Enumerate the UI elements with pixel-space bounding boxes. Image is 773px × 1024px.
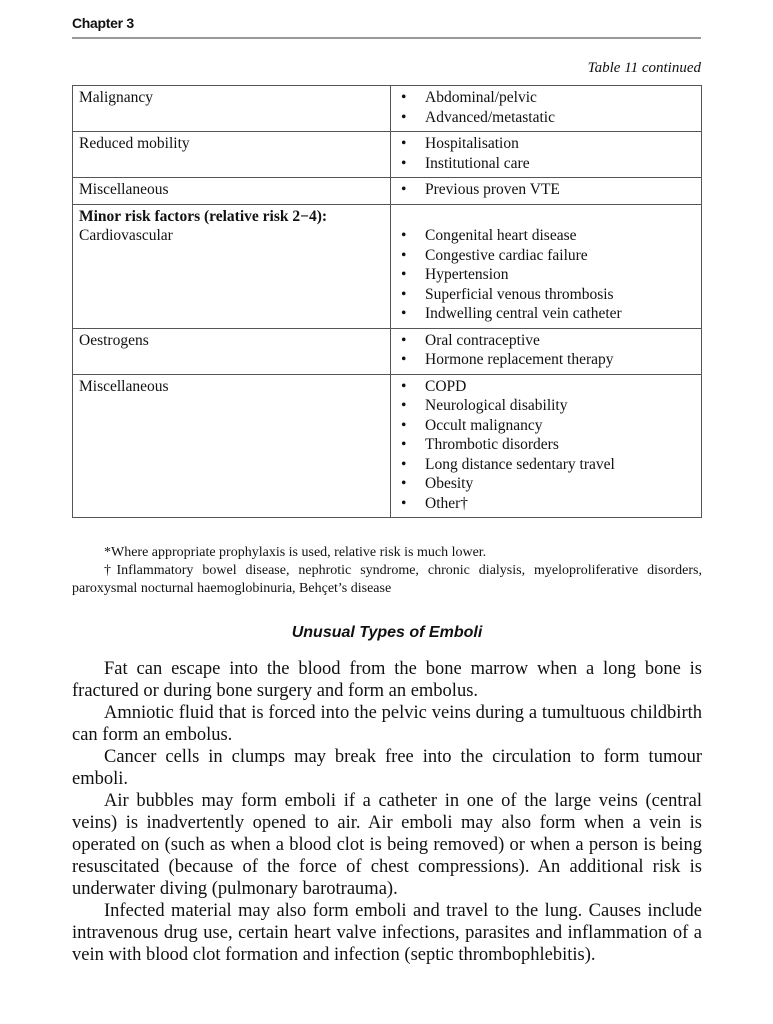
list-item: • Congestive cardiac failure bbox=[397, 246, 695, 266]
table-footnotes bbox=[72, 544, 702, 598]
list-item: • Superficial venous thrombosis bbox=[397, 285, 695, 305]
cell-spacer bbox=[397, 207, 695, 227]
minor-risk-heading: Minor risk factors (relative risk 2−4): bbox=[79, 207, 328, 225]
body-paragraph: Amniotic fluid that is forced into the pelvic veins during a tumultuous childbirth can form an embolus. bbox=[72, 703, 702, 745]
risk-category: Miscellaneous bbox=[73, 178, 391, 205]
risk-items-cell bbox=[391, 204, 702, 328]
list-item: • Hormone replacement therapy bbox=[397, 350, 695, 370]
risk-items-cell bbox=[391, 86, 702, 132]
table-row bbox=[73, 132, 702, 178]
list-item: • Neurological disability bbox=[397, 396, 695, 416]
risk-items-cell bbox=[391, 374, 702, 518]
section-title: Unusual Types of Emboli bbox=[291, 624, 483, 641]
list-item: • Hospitalisation bbox=[397, 134, 695, 154]
bullet-list bbox=[397, 226, 695, 324]
risk-category: Reduced mobility bbox=[73, 132, 391, 178]
table-caption: Table 11 continued bbox=[587, 60, 701, 76]
bullet-list bbox=[397, 134, 695, 173]
table-row bbox=[73, 328, 702, 374]
body-paragraph: Cancer cells in clumps may break free into the circulation to form tumour emboli. bbox=[72, 747, 702, 789]
risk-items-cell bbox=[391, 178, 702, 205]
table-row bbox=[73, 374, 702, 518]
risk-category: Miscellaneous bbox=[73, 374, 391, 518]
list-item: • Hypertension bbox=[397, 265, 695, 285]
risk-items-cell bbox=[391, 132, 702, 178]
bullet-list bbox=[397, 180, 695, 200]
bullet-list bbox=[397, 331, 695, 370]
risk-category: Cardiovascular bbox=[79, 227, 173, 244]
body-paragraph: Fat can escape into the blood from the bone marrow when a long bone is fractured or during bone surgery and form an embolus. bbox=[72, 659, 702, 701]
body-paragraph: Infected material may also form emboli and travel to the lung. Causes include intravenous drug use, certain heart valve infections, parasites and inflammation of a vein with blood clot formation and infection (septic thrombophlebitis). bbox=[72, 901, 702, 965]
list-item: • Other† bbox=[397, 494, 695, 514]
list-item: • Previous proven VTE bbox=[397, 180, 695, 200]
list-item: • Occult malignancy bbox=[397, 416, 695, 436]
list-item: • Oral contraceptive bbox=[397, 331, 695, 351]
table-row bbox=[73, 86, 702, 132]
body-paragraph: Air bubbles may form emboli if a catheter in one of the large veins (central veins) is inadvertently opened to air. Air emboli may also form when a vein is operated on (such as when a blood clot is being removed) or when a person is being resuscitated (because of the force of chest compressions). An additional risk is underwater diving (pulmonary barotrauma). bbox=[72, 791, 702, 899]
risk-items-cell bbox=[391, 328, 702, 374]
risk-factor-table bbox=[72, 85, 702, 518]
list-item: • COPD bbox=[397, 377, 695, 397]
risk-category: Oestrogens bbox=[73, 328, 391, 374]
bullet-list bbox=[397, 88, 695, 127]
list-item: • Long distance sedentary travel bbox=[397, 455, 695, 475]
list-item: • Institutional care bbox=[397, 154, 695, 174]
footnote: †Inflammatory bowel disease, nephrotic syndrome, chronic dialysis, myeloproliferative disorders, paroxysmal nocturnal haemoglobinuria, Behçet’s disease bbox=[72, 563, 702, 596]
footnote: *Where appropriate prophylaxis is used, relative risk is much lower. bbox=[104, 545, 487, 560]
list-item: • Congenital heart disease bbox=[397, 226, 695, 246]
risk-category: Malignancy bbox=[73, 86, 391, 132]
table-row bbox=[73, 178, 702, 205]
table-row bbox=[73, 204, 702, 328]
list-item: • Thrombotic disorders bbox=[397, 435, 695, 455]
header-rule bbox=[72, 37, 701, 39]
section-body bbox=[72, 658, 702, 966]
list-item: • Indwelling central vein catheter bbox=[397, 304, 695, 324]
bullet-list bbox=[397, 377, 695, 514]
list-item: • Obesity bbox=[397, 474, 695, 494]
list-item: • Abdominal/pelvic bbox=[397, 88, 695, 108]
risk-category-cell bbox=[73, 204, 391, 328]
chapter-header: Chapter 3 bbox=[72, 15, 134, 31]
list-item: • Advanced/metastatic bbox=[397, 108, 695, 128]
